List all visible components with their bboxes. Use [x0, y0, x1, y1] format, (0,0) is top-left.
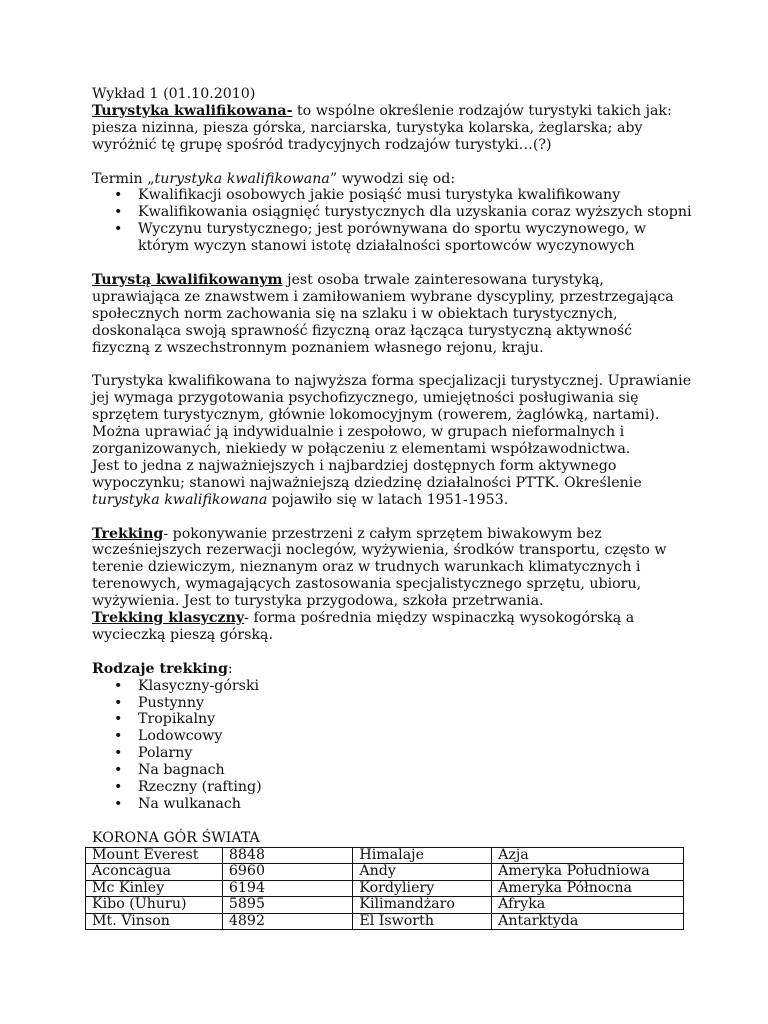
table-cell: 4892	[222, 913, 353, 930]
table-cell: Andy	[353, 864, 492, 881]
trekking-klasyczny-text: - forma pośrednia między wspinaczką wysokogórską a wycieczką pieszą górską.	[92, 610, 635, 643]
table-cell: Himalaje	[353, 847, 492, 864]
turysta-text: jest osoba trwale zainteresowana turystyką, uprawiająca ze znawstwem i zamiłowaniem wybrane dyscypliny, przestrzegająca społecznych norm zachowania się na szlaku i w obiektach turystycznych, doskonaląca swoją sprawność fizyczną oraz łącząca turystyczną aktywność fizyczną z wszechstronnym poznaniem własnego rejonu, kraju.	[92, 271, 674, 356]
turysta-paragraph	[92, 272, 692, 357]
termin-term: turystyka kwalifikowana	[154, 170, 330, 187]
list-item: • Na bagnach	[92, 762, 692, 779]
korona-heading: KORONA GÓR ŚWIATA	[92, 829, 260, 846]
list-item: • Pustynny	[92, 695, 692, 712]
document-page	[92, 86, 692, 930]
turysta-term: Turystą kwalifikowanym	[92, 271, 283, 288]
dostepne-text: Jest to jedna z najważniejszych i najbardziej dostępnych form aktywnego wypoczynku; stanowi najważniejszą dziedzinę działalności PTTK. Określenie	[92, 457, 642, 491]
intro-term: Turystyka kwalifikowana-	[92, 102, 293, 119]
table-cell: Antarktyda	[492, 913, 684, 930]
table-cell: 6194	[222, 880, 353, 897]
forma-paragraph: Turystyka kwalifikowana to najwyższa forma specjalizacji turystycznej. Uprawianie jej wymaga przygotowania psychofizycznego, umiejętności posługiwania się sprzętem turystycznym, głównie lokomocyjnym (rowerem, żaglówką, nartami). Można uprawiać ją indywidualnie i zespołowo, w grupach nieformalnych i zorganizowanych, niekiedy w połączeniu z elementami współzawodnictwa.	[92, 373, 692, 457]
table-cell: Aconcagua	[86, 864, 223, 881]
table-cell: Kordyliery	[353, 880, 492, 897]
table-cell: Azja	[492, 847, 684, 864]
table-cell: Ameryka Południowa	[492, 864, 684, 881]
list-item: • Kwalifikacji osobowych jakie posiąść musi turystyka kwalifikowany	[92, 187, 692, 204]
trekking-klasyczny-term: Trekking klasyczny	[92, 610, 245, 627]
termin-suffix: ” wywodzi się od:	[329, 170, 456, 187]
rodzaje-heading-text: Rodzaje trekking	[92, 660, 228, 677]
table-row	[86, 897, 684, 914]
table-cell: 5895	[222, 897, 353, 914]
list-item: • Kwalifikowania osiągnięć turystycznych dla uzyskania coraz wyższych stopni	[92, 204, 692, 221]
intro-paragraph	[92, 103, 692, 154]
dostepne-paragraph	[92, 458, 692, 509]
table-row	[86, 880, 684, 897]
trekking-klasyczny-paragraph	[92, 610, 692, 644]
termin-line	[92, 171, 692, 188]
list-item: • Polarny	[92, 745, 692, 762]
table-cell: Ameryka Północna	[492, 880, 684, 897]
trekking-term: Trekking	[92, 525, 164, 542]
table-cell: El Isworth	[353, 913, 492, 930]
table-row	[86, 864, 684, 881]
table-cell: Kilimandżaro	[353, 897, 492, 914]
korona-table	[85, 847, 684, 931]
dostepne-suffix: pojawiło się w latach 1951-1953.	[267, 491, 509, 508]
dostepne-term: turystyka kwalifikowana	[92, 491, 268, 508]
table-cell: 6960	[222, 864, 353, 881]
table-cell: Mt. Vinson	[86, 913, 223, 930]
table-row	[86, 913, 684, 930]
trekking-paragraph	[92, 526, 692, 611]
table-cell: Mount Everest	[86, 847, 223, 864]
table-cell: 8848	[222, 847, 353, 864]
intro-text: to wspólne określenie rodzajów turystyki takich jak: piesza nizinna, piesza górska, narciarska, turystyka kolarska, żeglarska; aby wyróżnić tę grupę spośród tradycyjnych rodzajów turystyki…(?)	[92, 102, 672, 153]
list-item: • Tropikalny	[92, 711, 692, 728]
termin-list	[92, 187, 692, 255]
table-cell: Afryka	[492, 897, 684, 914]
rodzaje-colon: :	[227, 660, 233, 677]
list-item: • Lodowcowy	[92, 728, 692, 745]
list-item: • Klasyczny-górski	[92, 678, 692, 695]
termin-prefix: Termin „	[92, 170, 155, 187]
table-cell: Kibo (Uhuru)	[86, 897, 223, 914]
rodzaje-list	[92, 678, 692, 813]
table-row	[86, 847, 684, 864]
list-item: • Na wulkanach	[92, 796, 692, 813]
trekking-text: - pokonywanie przestrzeni z całym sprzętem biwakowym bez wcześniejszych rezerwacji noclegów, wyżywienia, środków transportu, często w terenie dziewiczym, nieznanym oraz w trudnych warunkach klimatycznych i terenowych, wymagających zastosowania specjalistycznego sprzętu, ubioru, wyżywienia. Jest to turystyka przygodowa, szkoła przetrwania.	[92, 525, 667, 610]
list-item: • Wyczynu turystycznego; jest porównywana do sportu wyczynowego, w którym wyczyn stanowi istotę działalności sportowców wyczynowych	[92, 221, 692, 255]
lecture-title: Wykład 1 (01.10.2010)	[92, 86, 256, 102]
list-item: • Rzeczny (rafting)	[92, 779, 692, 796]
rodzaje-heading	[92, 661, 692, 678]
table-cell: Mc Kinley	[86, 880, 223, 897]
